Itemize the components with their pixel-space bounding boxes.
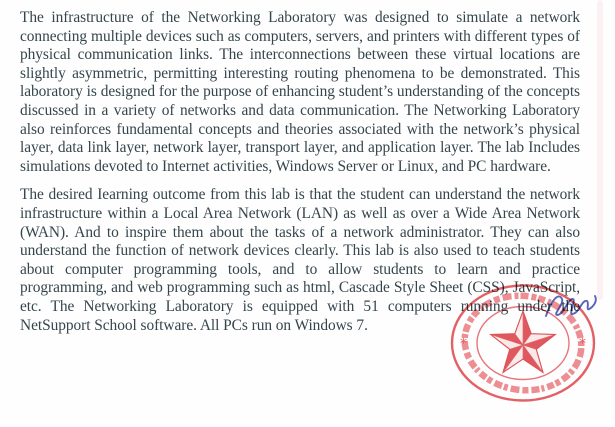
paragraph-lab-infrastructure: The infrastructure of the Networking Laboratory was designed to simulate a network connecting multiple devices such as computers, servers, and printers with different types of physical communication links. The interconnections between these virtual locations are slightly asymmetric, permitting interesting routing phenomena to be demonstrated. This laboratory is designed for the purpose of enhancing student’s understanding of the concepts discussed in a variety of networks and data communication. The Networking Laboratory also reinforces fundamental concepts and theories associated with the network’s physical layer, data link layer, network layer, transport layer, and application layer. The lab Includes simulations devoted to Internet activities, Windows Server or Linux, and PC hardware. [20, 9, 580, 175]
stamp-asterisk-left-icon: * [460, 336, 467, 352]
signature-graphic [540, 286, 602, 328]
handwritten-signature [540, 286, 602, 328]
paragraph-learning-outcome: The desired Iearning outcome from this lab is that the student can understand the network infrastructure within a Local Area Network (LAN) as well as over a Wide Area Network (WAN). And to inspire them about the tasks of a network administrator. They can also understand the function of network devices clearly. This lab is also used to teach students about computer programming tools, and to allow students to learn and practice programming, and web programming such as html, Cascade Style Sheet (CSS), JavaScript, etc. The Networking Laboratory is equipped with 51 computers running under the NetSupport School software. All PCs run on Windows 7. [20, 186, 580, 334]
scan-edge-artifact [597, 0, 603, 300]
stamp-asterisk-right-icon: * [579, 336, 586, 352]
